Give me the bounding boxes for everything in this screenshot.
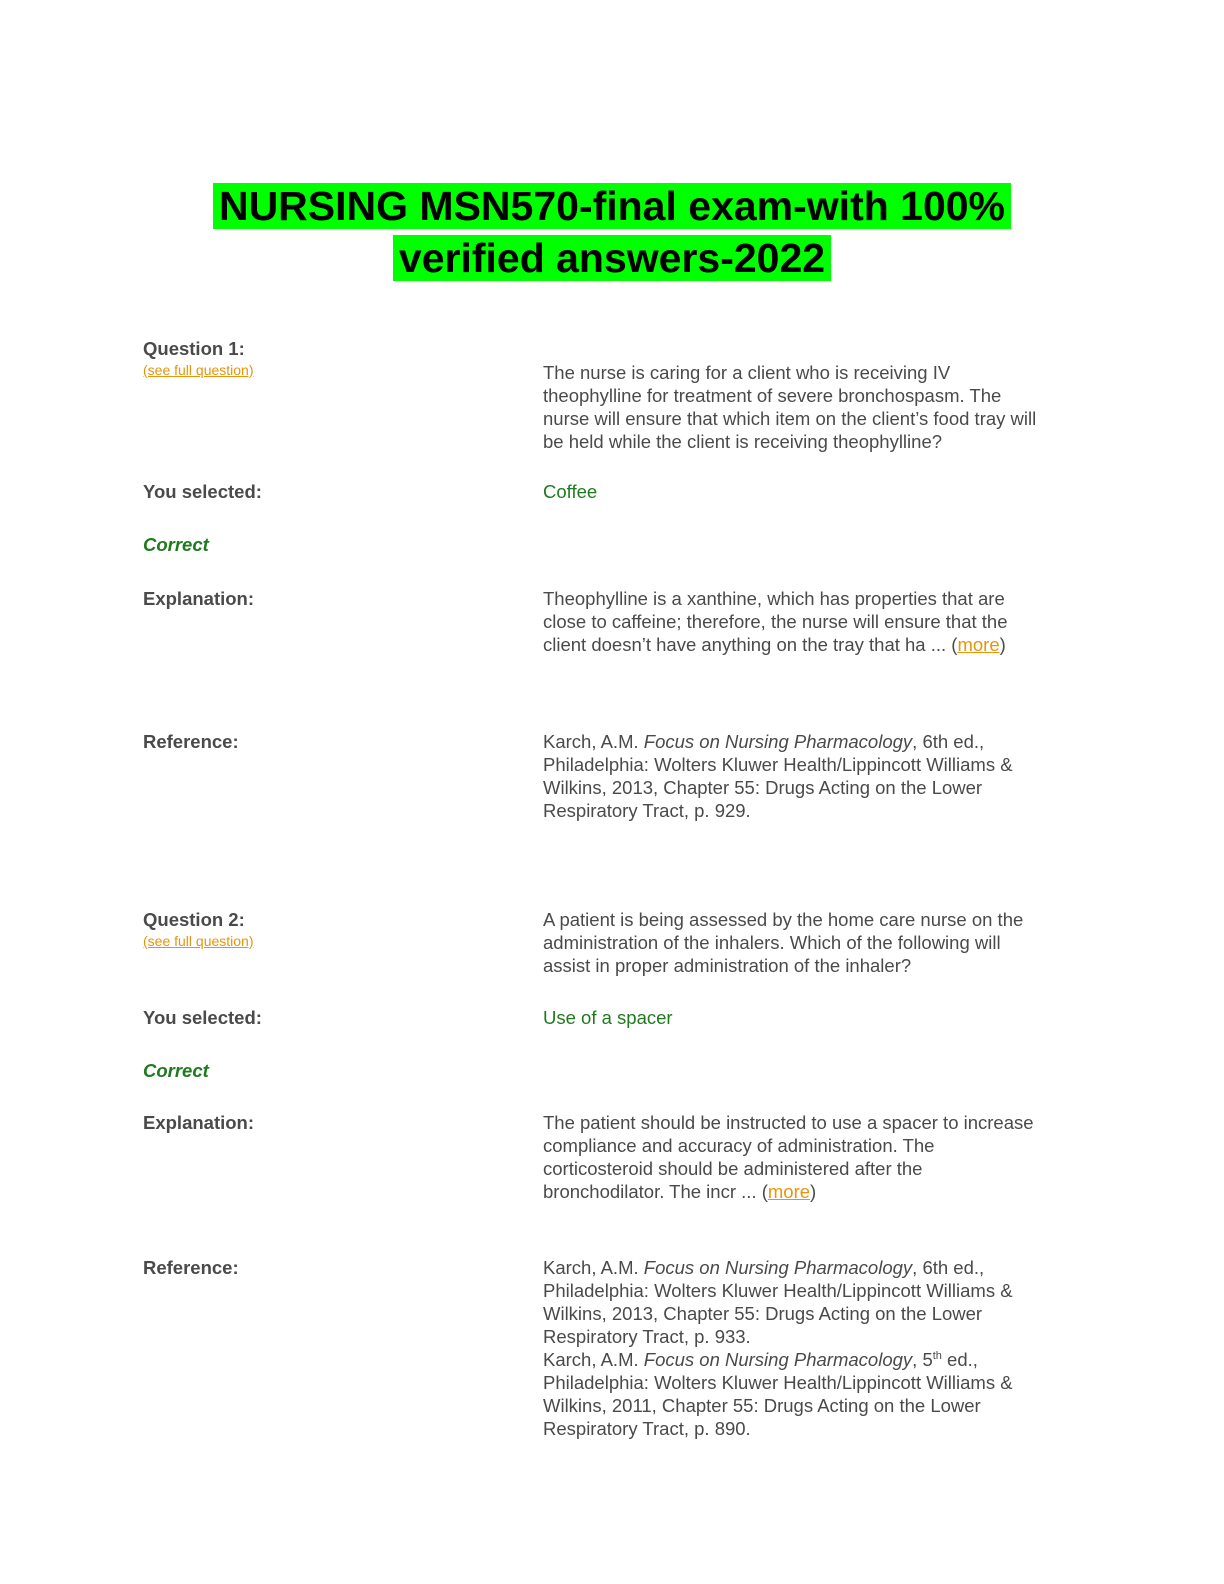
reference-book-title: Focus on Nursing Pharmacology (643, 1349, 913, 1370)
reference-author: Karch, A.M. (543, 731, 639, 752)
question-1-explanation-text: Theophylline is a xanthine, which has properties that are close to caffeine; therefore, the nurse will ensure that the client doesn’t have anything on the tray that ha ... (543, 588, 1008, 655)
reference-edition: 6th ed., (922, 1257, 985, 1278)
question-2-you-selected-label: You selected: (143, 1007, 262, 1028)
question-2-correct-badge: Correct (143, 1060, 209, 1081)
document-title (0, 180, 1224, 284)
question-1-explanation-label: Explanation: (143, 588, 255, 609)
question-1-explanation: Theophylline is a xanthine, which has properties that are close to caffeine; therefore, the nurse will ensure that the client doesn’t have anything on the tray that ha ... (more) (543, 588, 1008, 655)
reference-book-title: Focus on Nursing Pharmacology (643, 731, 913, 752)
question-2-more-link[interactable]: more (767, 1181, 811, 1202)
question-2-see-full-link[interactable]: (see full question) (143, 933, 254, 949)
question-1-selected-answer: Coffee (543, 481, 598, 502)
reference-details: Philadelphia: Wolters Kluwer Health/Lippincott Williams & Wilkins, 2013, Chapter 55: Drugs Acting on the Lower Respiratory Tract, p. 929. (543, 754, 1013, 821)
reference-author: Karch, A.M. (543, 1257, 639, 1278)
question-2-label: Question 2: (143, 909, 245, 930)
question-1-correct-badge: Correct (143, 534, 209, 555)
question-1-you-selected-label: You selected: (143, 481, 262, 502)
question-1-label: Question 1: (143, 338, 245, 359)
question-1-reference-label: Reference: (143, 731, 239, 752)
question-2-text: A patient is being assessed by the home care nurse on the administration of the inhalers. Which of the following will assist in proper administration of the inhaler? (543, 909, 1024, 976)
question-1-text: The nurse is caring for a client who is receiving IV theophylline for treatment of severe bronchospasm. The nurse will ensure that which item on the client’s food tray will be held while the client is receiving theophylline? (543, 362, 1037, 452)
question-2-selected-answer: Use of a spacer (543, 1007, 673, 1028)
question-2-explanation-text: The patient should be instructed to use a spacer to increase compliance and accuracy of administration. The corticosteroid should be administered after the bronchodilator. The incr ... (543, 1112, 1034, 1202)
question-2-reference (543, 1256, 1043, 1440)
reference-entry: Karch, A.M. Focus on Nursing Pharmacology, 6th ed., Philadelphia: Wolters Kluwer Health/Lippincott Williams & Wilkins, 2013, Chapter 55: Drugs Acting on the Lower Respiratory Tract, p. 933. (543, 1257, 1013, 1347)
reference-edition: 6th ed., (922, 731, 985, 752)
question-2-reference-label: Reference: (143, 1257, 239, 1278)
reference-details: Philadelphia: Wolters Kluwer Health/Lippincott Williams & Wilkins, 2013, Chapter 55: Drugs Acting on the Lower Respiratory Tract, p. 933. (543, 1280, 1013, 1347)
question-1-see-full-link[interactable]: (see full question) (143, 362, 254, 378)
title-line-2: verified answers-2022 (393, 235, 831, 281)
reference-details: Philadelphia: Wolters Kluwer Health/Lippincott Williams & Wilkins, 2011, Chapter 55: Drugs Acting on the Lower Respiratory Tract, p. 890. (543, 1372, 1013, 1439)
reference-entry: Karch, A.M. Focus on Nursing Pharmacology, 5th ed., Philadelphia: Wolters Kluwer Health/Lippincott Williams & Wilkins, 2011, Chapter 55: Drugs Acting on the Lower Respiratory Tract, p. 890. (543, 1349, 1013, 1439)
question-2-explanation-label: Explanation: (143, 1112, 255, 1133)
question-1-more-link[interactable]: more (957, 634, 1000, 655)
question-2-explanation: The patient should be instructed to use a spacer to increase compliance and accuracy of administration. The corticosteroid should be administered after the bronchodilator. The incr ... (more) (543, 1112, 1034, 1202)
reference-author: Karch, A.M. (543, 1349, 639, 1370)
reference-book-title: Focus on Nursing Pharmacology (643, 1257, 913, 1278)
reference-edition: 5th ed., (922, 1349, 978, 1370)
question-1-reference: Karch, A.M. Focus on Nursing Pharmacology, 6th ed., Philadelphia: Wolters Kluwer Health/Lippincott Williams & Wilkins, 2013, Chapter 55: Drugs Acting on the Lower Respiratory Tract, p. 929. (543, 731, 1013, 821)
title-line-1: NURSING MSN570-final exam-with 100% (213, 183, 1011, 229)
